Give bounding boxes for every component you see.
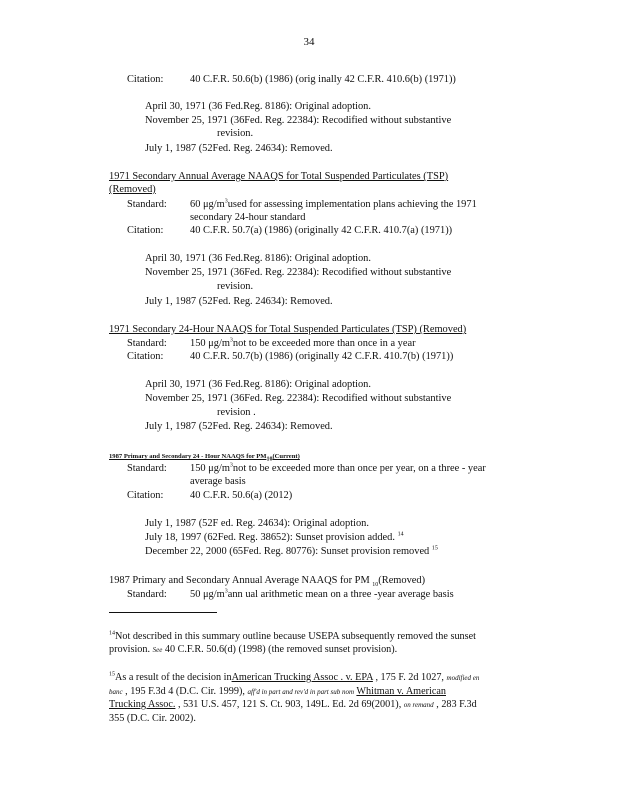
history-line: November 25, 1971 (36Fed. Reg. 22384): Recodified without substantive — [145, 267, 452, 278]
standard-value: 60 $\mu g/m^3used$ for assessing implementation plans achieving the 1971 — [190, 198, 477, 210]
citation-value: 40 C.F.R. 50.7(a) (1986) (originally 42 C.F.R. 410.7(a) (1971)) — [190, 225, 453, 236]
citation-label: Citation: — [127, 225, 164, 236]
standard-value: 50 $\mu g/m^3ann$ ual arithmetic mean on a three -year average basis — [190, 588, 454, 600]
footnote-15-cont: Trucking Assoc. , 531 U.S. 457, 121 S. Ct. 903, 149L. Ed. 2d 69(2001), on remand , 283 F.3d — [109, 699, 477, 710]
history-line: April 30, 1971 (36 Fed.Reg. 8186): Original adoption. — [145, 101, 371, 112]
footnote-ref-15: 15 — [431, 545, 438, 552]
footnote-ref-14: 14 — [397, 531, 404, 538]
history-line: July 1, 1987 (52F ed. Reg. 24634): Original adoption. — [145, 518, 369, 529]
page-number: 34 — [303, 36, 315, 48]
citation-label: Citation: — [127, 490, 164, 501]
citation-value: 40 C.F.R. 50.7(b) (1986) (originally 42 C.F.R. 410.7(b) (1971)) — [190, 351, 454, 362]
standard-label: Standard: — [127, 199, 167, 210]
standard-label: Standard: — [127, 589, 167, 600]
history-line: December 22, 2000 (65Fed. Reg. 80776): Sunset provision removed $^{15}$ — [145, 545, 438, 557]
section-heading: 1971 Secondary 24-Hour NAAQS for Total Suspended Particulates (TSP) (Removed) — [109, 324, 467, 335]
standard-value-cont: average basis — [190, 476, 246, 487]
footnote-15: $^{15}$As a result of the decision inAmerican Trucking Assoc . v. EPA , 175 F. 2d 1027, modified en — [109, 671, 480, 683]
history-line: July 1, 1987 (52Fed. Reg. 24634): Removed. — [145, 143, 333, 154]
standard-value: 150 $\mu g/m^3not$ to be exceeded more than once in a year — [190, 337, 416, 349]
history-line: July 1, 1987 (52Fed. Reg. 24634): Removed. — [145, 296, 333, 307]
citation-value: 40 C.F.R. 50.6(b) (1986) (orig inally 42 C.F.R. 410.6(b) (1971)) — [190, 74, 456, 85]
citation-label: Citation: — [127, 74, 164, 85]
standard-value-cont: secondary 24-hour standard — [190, 212, 306, 223]
history-line: July 18, 1997 (62Fed. Reg. 38652): Sunset provision added. $^{14}$ — [145, 531, 404, 543]
standard-label: Standard: — [127, 338, 167, 349]
footnote-14-cont: provision. See 40 C.F.R. 50.6(d) (1998) (the removed sunset provision). — [109, 644, 398, 655]
history-line: July 1, 1987 (52Fed. Reg. 24634): Removed. — [145, 421, 333, 432]
footnote-15-cont: banc , 195 F.3d 4 (D.C. Cir. 1999), aff'd in part and rev'd in part sub nom Whitman v. American — [109, 686, 446, 697]
footnote-15-cont: 355 (D.C. Cir. 2002). — [109, 713, 196, 724]
section-heading-cont: (Removed) — [109, 184, 156, 195]
case-link: American Trucking Assoc . v. EPA — [231, 672, 373, 683]
footnote-separator — [109, 612, 217, 613]
section-heading: 1987 Primary and Secondary Annual Average NAAQS for PM $_{10}$(Removed) — [109, 575, 426, 589]
history-line: revision. — [217, 128, 254, 139]
footnote-14: $^{14}$Not described in this summary outline because USEPA subsequently removed the sunset — [109, 630, 476, 642]
history-line: April 30, 1971 (36 Fed.Reg. 8186): Original adoption. — [145, 379, 371, 390]
history-line: revision. — [217, 281, 254, 292]
case-link: Whitman v. American — [356, 686, 446, 697]
history-line: April 30, 1971 (36 Fed.Reg. 8186): Original adoption. — [145, 253, 371, 264]
standard-label: Standard: — [127, 463, 167, 474]
standard-value: 150 $\mu g/m^3not$ to be exceeded more than once per year, on a three - year — [190, 462, 486, 474]
citation-value: 40 C.F.R. 50.6(a) (2012) — [190, 490, 293, 501]
history-line: November 25, 1971 (36Fed. Reg. 22384): Recodified without substantive — [145, 393, 452, 404]
citation-label: Citation: — [127, 351, 164, 362]
section-heading: 1971 Secondary Annual Average NAAQS for Total Suspended Particulates (TSP) — [109, 171, 449, 182]
section-heading: 1987 Primary and Secondary 24 - Hour NAAQS for PM10(Current) — [109, 453, 300, 463]
history-line: revision . — [217, 407, 256, 418]
history-line: November 25, 1971 (36Fed. Reg. 22384): Recodified without substantive — [145, 115, 452, 126]
